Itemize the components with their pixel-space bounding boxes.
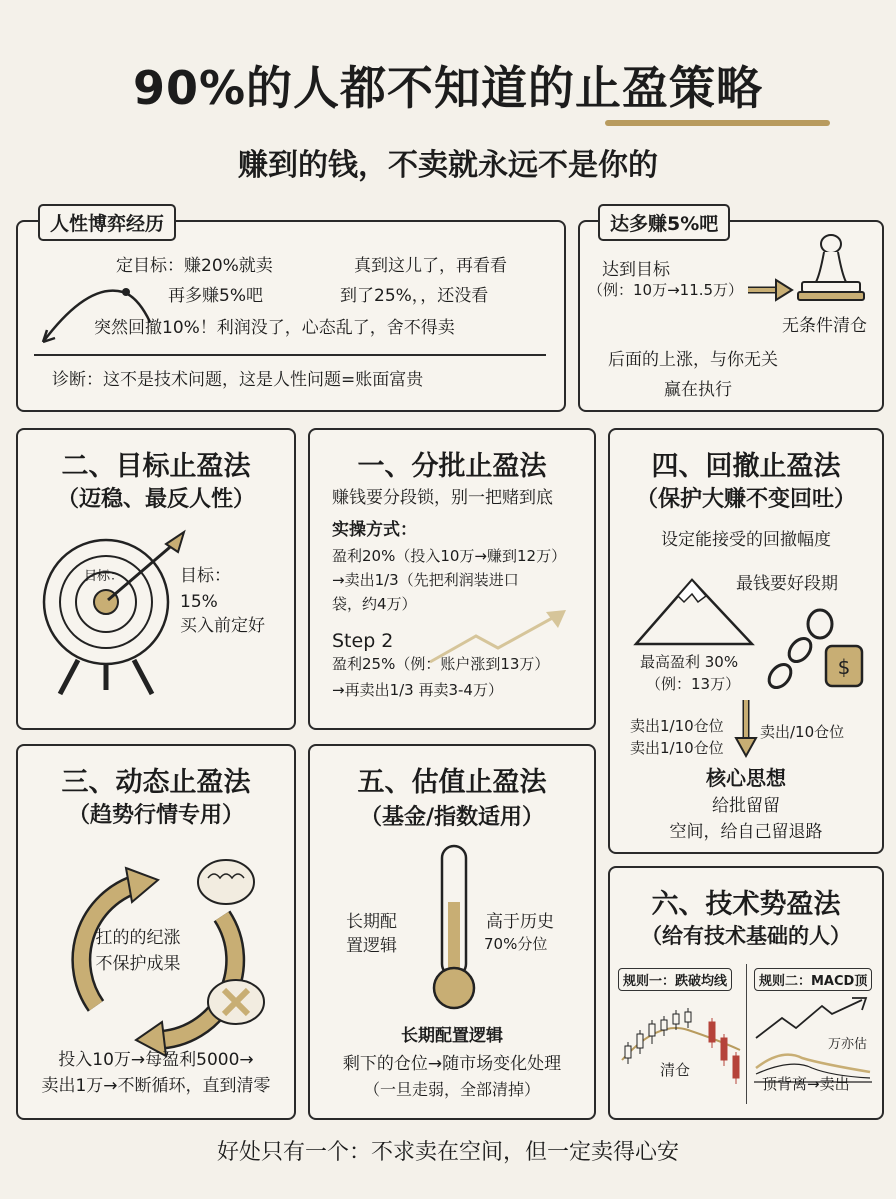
lock-chain-icon: [760, 606, 870, 696]
drawdown-line-1: 设定能接受的回撤幅度: [661, 530, 831, 550]
batch-line-7: →再卖出1/3 再卖3-4万）: [332, 681, 503, 699]
core-idea: 核心思想: [706, 766, 786, 790]
down-arrow-icon: [734, 700, 758, 760]
valuation-right-1: 高于历史: [486, 912, 554, 932]
psy-line-5: 突然回撤10%！利润没了，心态乱了，舍不得卖: [94, 318, 455, 338]
batch-line-2: 实操方式：: [332, 520, 417, 540]
batch-line-6: 盈利25%（例：账户涨到13万）: [332, 655, 550, 673]
valuation-line-2: 剩下的仓位→随市场变化处理: [342, 1054, 562, 1074]
method-batch-panel: [308, 428, 596, 730]
target-note: 买入前定好: [180, 616, 265, 636]
page-subtitle: 赚到的钱，不卖就永远不是你的: [238, 148, 658, 183]
method-valuation-title: 五、估值止盈法: [357, 767, 547, 798]
method-dynamic-sub: （趋势行情专用）: [67, 803, 244, 828]
peak-example: （例：13万）: [646, 675, 741, 693]
psy-diagnosis: 诊断：这不是技术问题，这是人性问题=账面富贵: [52, 370, 424, 390]
method-drawdown-title: 四、回撤止盈法: [651, 451, 841, 482]
win-in-execution: 赢在执行: [664, 380, 732, 400]
page-title: 90%的人都不知道的止盈策略: [132, 61, 764, 115]
psy-line-4: 到了25%，，还没看: [340, 286, 489, 306]
execution-tag: 达多赚5%吧: [598, 204, 730, 241]
target-reached: 达到目标: [602, 260, 670, 280]
method-technical-sub: （给有技术基础的人）: [641, 924, 851, 948]
batch-line-5: 袋，约4万）: [332, 595, 417, 613]
valuation-left-1: 长期配: [346, 912, 397, 932]
peak-profit: 最高盈利 30%: [640, 653, 739, 671]
core-line-1: 给批留留: [712, 796, 780, 816]
valuation-line-1: 长期配置逻辑: [401, 1026, 503, 1046]
footer-summary: 好处只有一个：不求卖在空间，但一定卖得心安: [216, 1140, 679, 1165]
dynamic-inner-1: 扛的的纪涨: [95, 928, 181, 948]
target-inner-label: 目标：: [84, 569, 124, 584]
batch-step-2: Step 2: [332, 630, 394, 652]
arrow-right-icon: [746, 278, 796, 302]
batch-line-1: 赚钱要分段锁，别一把赌到底: [332, 488, 553, 508]
method-target-title: 二、目标止盈法: [61, 451, 251, 482]
method-technical-title: 六、技术势盈法: [651, 889, 841, 920]
dynamic-line-2: 卖出1万→不断循环，直到清零: [41, 1076, 271, 1096]
after-rise-note: 后面的上涨，与你无关: [608, 350, 778, 370]
execution-panel: [578, 220, 884, 412]
psy-line-3: 真到这儿了，再看看: [354, 256, 507, 276]
sell-tenth-3: 卖出/10仓位: [760, 723, 845, 741]
valuation-left-2: 置逻辑: [346, 936, 397, 956]
unconditional-clear: 无条件清仓: [782, 316, 867, 336]
batch-line-4: →卖出1/3（先把利润装进口: [332, 571, 519, 589]
technical-annotation: 万亦估: [828, 1037, 868, 1052]
rule-two: 规则二：MACD顶: [754, 968, 872, 991]
rule-one: 规则一：跌破均线: [618, 968, 732, 991]
dynamic-inner-2: 不保护成果: [95, 954, 181, 974]
psychology-tag: 人性博弈经历: [38, 204, 176, 241]
psy-divider: [34, 354, 546, 356]
method-dynamic-panel: [16, 744, 296, 1120]
method-dynamic-title: 三、动态止盈法: [61, 767, 251, 798]
title-underline: [605, 120, 830, 126]
drawdown-line-2: 最钱要好段期: [736, 574, 838, 594]
sell-tenth-1: 卖出1/10仓位: [630, 717, 724, 735]
technical-divider: [746, 964, 747, 1104]
target-example: （例：10万→11.5万）: [588, 281, 744, 299]
top-divergence-sell: 顶背离→卖出: [762, 1075, 850, 1093]
psy-line-1: 定目标：赚20%就卖: [116, 256, 273, 276]
target-percent: 15%: [180, 592, 218, 612]
psychology-panel: [16, 220, 566, 412]
target-label: 目标：: [180, 566, 231, 586]
method-drawdown-sub: （保护大赚不变回吐）: [635, 487, 856, 512]
batch-line-3: 盈利20%（投入10万→赚到12万）: [332, 547, 567, 565]
technical-clear: 清仓: [660, 1061, 691, 1079]
valuation-line-3: （一旦走弱，全部清掉）: [363, 1080, 540, 1099]
method-target-sub: （迈稳、最反人性）: [56, 487, 255, 512]
method-drawdown-panel: [608, 428, 884, 854]
psy-line-2: 再多赚5%吧: [168, 286, 263, 306]
method-valuation-sub: （基金/指数适用）: [359, 805, 545, 830]
method-technical-panel: [608, 866, 884, 1120]
method-target-panel: [16, 428, 296, 730]
valuation-right-2: 70%分位: [484, 935, 548, 953]
core-line-2: 空间，给自己留退路: [669, 822, 823, 842]
method-valuation-panel: [308, 744, 596, 1120]
stamp-icon: [796, 234, 866, 306]
method-batch-title: 一、分批止盈法: [357, 451, 547, 482]
thermometer-icon: [424, 842, 484, 1012]
dynamic-line-1: 投入10万→每盈利5000→: [58, 1050, 254, 1070]
sell-tenth-2: 卖出1/10仓位: [630, 739, 724, 757]
svg-text:$: $: [837, 655, 851, 679]
